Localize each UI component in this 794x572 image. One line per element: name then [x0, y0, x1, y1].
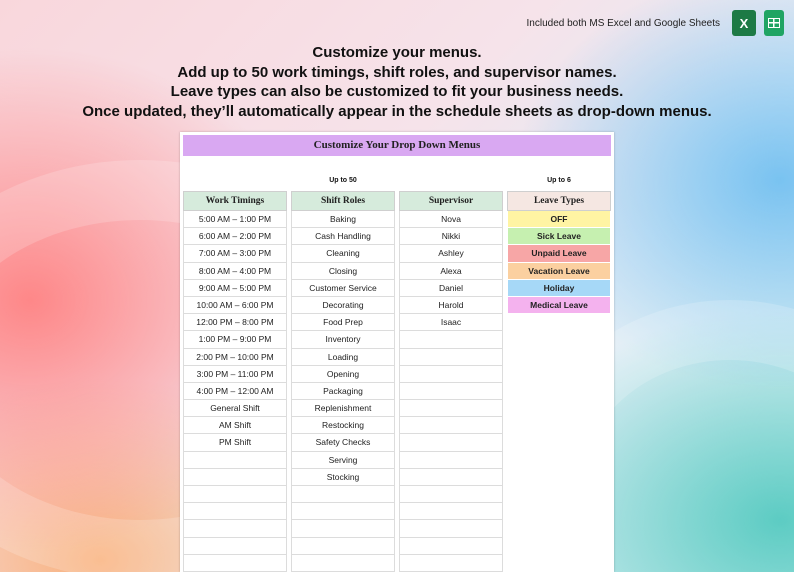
column-header: Leave Types [507, 191, 611, 211]
table-cell[interactable]: Safety Checks [291, 434, 395, 451]
table-cell[interactable] [183, 469, 287, 486]
table-cell[interactable] [183, 538, 287, 555]
table-cell[interactable]: Customer Service [291, 280, 395, 297]
table-cell[interactable]: Restocking [291, 417, 395, 434]
column-header: Shift Roles [291, 191, 395, 211]
table-cell[interactable]: Ashley [399, 245, 503, 262]
table-cell[interactable]: Opening [291, 366, 395, 383]
table-cell[interactable]: Closing [291, 263, 395, 280]
table-cell[interactable] [399, 400, 503, 417]
table-cell[interactable] [399, 383, 503, 400]
table-cell[interactable]: Unpaid Leave [507, 245, 611, 262]
table-cell[interactable]: 10:00 AM – 6:00 PM [183, 297, 287, 314]
note-up-to-50: Up to 50 [329, 177, 357, 184]
table-cell[interactable] [291, 555, 395, 572]
table-cell[interactable]: Nikki [399, 228, 503, 245]
sheet-title: Customize Your Drop Down Menus [183, 135, 611, 156]
table-cell[interactable]: 5:00 AM – 1:00 PM [183, 211, 287, 228]
shift-roles-column [291, 191, 395, 572]
table-cell[interactable] [399, 503, 503, 520]
table-cell[interactable] [399, 520, 503, 537]
table-cell[interactable] [399, 555, 503, 572]
table-cell[interactable]: Inventory [291, 331, 395, 348]
google-sheets-icon [764, 10, 784, 36]
table-cell[interactable] [291, 538, 395, 555]
table-cell[interactable] [399, 434, 503, 451]
table-cell[interactable]: Serving [291, 452, 395, 469]
table-cell[interactable]: Holiday [507, 280, 611, 297]
headline [0, 43, 794, 121]
table-cell[interactable]: Medical Leave [507, 297, 611, 314]
table-cell[interactable] [291, 520, 395, 537]
table-cell[interactable]: 2:00 PM – 10:00 PM [183, 349, 287, 366]
excel-icon: X [732, 10, 756, 36]
table-cell[interactable]: 1:00 PM – 9:00 PM [183, 331, 287, 348]
table-cell[interactable] [183, 486, 287, 503]
supervisor-column [399, 191, 503, 572]
table-cell[interactable] [291, 503, 395, 520]
spreadsheet [180, 132, 614, 572]
table-cell[interactable]: 8:00 AM – 4:00 PM [183, 263, 287, 280]
top-note: Included both MS Excel and Google Sheets [526, 18, 720, 29]
table-cell[interactable]: 12:00 PM – 8:00 PM [183, 314, 287, 331]
table-cell[interactable]: General Shift [183, 400, 287, 417]
work-timings-column [183, 191, 287, 572]
table-cell[interactable]: Baking [291, 211, 395, 228]
table-cell[interactable]: Decorating [291, 297, 395, 314]
table-cell[interactable] [399, 417, 503, 434]
table-cell[interactable] [399, 366, 503, 383]
table-cell[interactable] [399, 349, 503, 366]
headline-line: Add up to 50 work timings, shift roles, and supervisor names. [177, 63, 617, 81]
table-cell[interactable] [399, 331, 503, 348]
table-cell[interactable]: 9:00 AM – 5:00 PM [183, 280, 287, 297]
table-cell[interactable]: Packaging [291, 383, 395, 400]
table-cell[interactable]: PM Shift [183, 434, 287, 451]
table-cell[interactable] [183, 503, 287, 520]
table-cell[interactable]: Replenishment [291, 400, 395, 417]
headline-line: Customize your menus. [312, 44, 482, 61]
table-cell[interactable]: Cash Handling [291, 228, 395, 245]
table-cell[interactable]: Nova [399, 211, 503, 228]
table-cell[interactable]: AM Shift [183, 417, 287, 434]
headline-line: Leave types can also be customized to fit your business needs. [170, 83, 624, 100]
headline-line: Once updated, they’ll automatically appear in the schedule sheets as drop-down menus. [82, 102, 712, 120]
table-cell[interactable] [399, 538, 503, 555]
column-header: Supervisor [399, 191, 503, 211]
table-cell[interactable]: OFF [507, 211, 611, 228]
table-cell[interactable] [399, 452, 503, 469]
table-cell[interactable] [183, 520, 287, 537]
table-cell[interactable]: Cleaning [291, 245, 395, 262]
table-cell[interactable] [399, 486, 503, 503]
table-cell[interactable]: 3:00 PM – 11:00 PM [183, 366, 287, 383]
table-cell[interactable]: Loading [291, 349, 395, 366]
table-cell[interactable]: Stocking [291, 469, 395, 486]
table-cell[interactable] [399, 469, 503, 486]
note-up-to-6: Up to 6 [547, 177, 571, 184]
table-cell[interactable]: 4:00 PM – 12:00 AM [183, 383, 287, 400]
table-cell[interactable]: 7:00 AM – 3:00 PM [183, 245, 287, 262]
table-cell[interactable]: Food Prep [291, 314, 395, 331]
table-cell[interactable]: Vacation Leave [507, 263, 611, 280]
table-cell[interactable]: Daniel [399, 280, 503, 297]
table-cell[interactable]: Isaac [399, 314, 503, 331]
table-cell[interactable] [291, 486, 395, 503]
table-cell[interactable] [183, 555, 287, 572]
table-cell[interactable]: Sick Leave [507, 228, 611, 245]
table-cell[interactable]: Alexa [399, 263, 503, 280]
table-cell[interactable] [183, 452, 287, 469]
column-header: Work Timings [183, 191, 287, 211]
table-cell[interactable]: 6:00 AM – 2:00 PM [183, 228, 287, 245]
table-cell[interactable]: Harold [399, 297, 503, 314]
leave-types-column [507, 191, 611, 314]
